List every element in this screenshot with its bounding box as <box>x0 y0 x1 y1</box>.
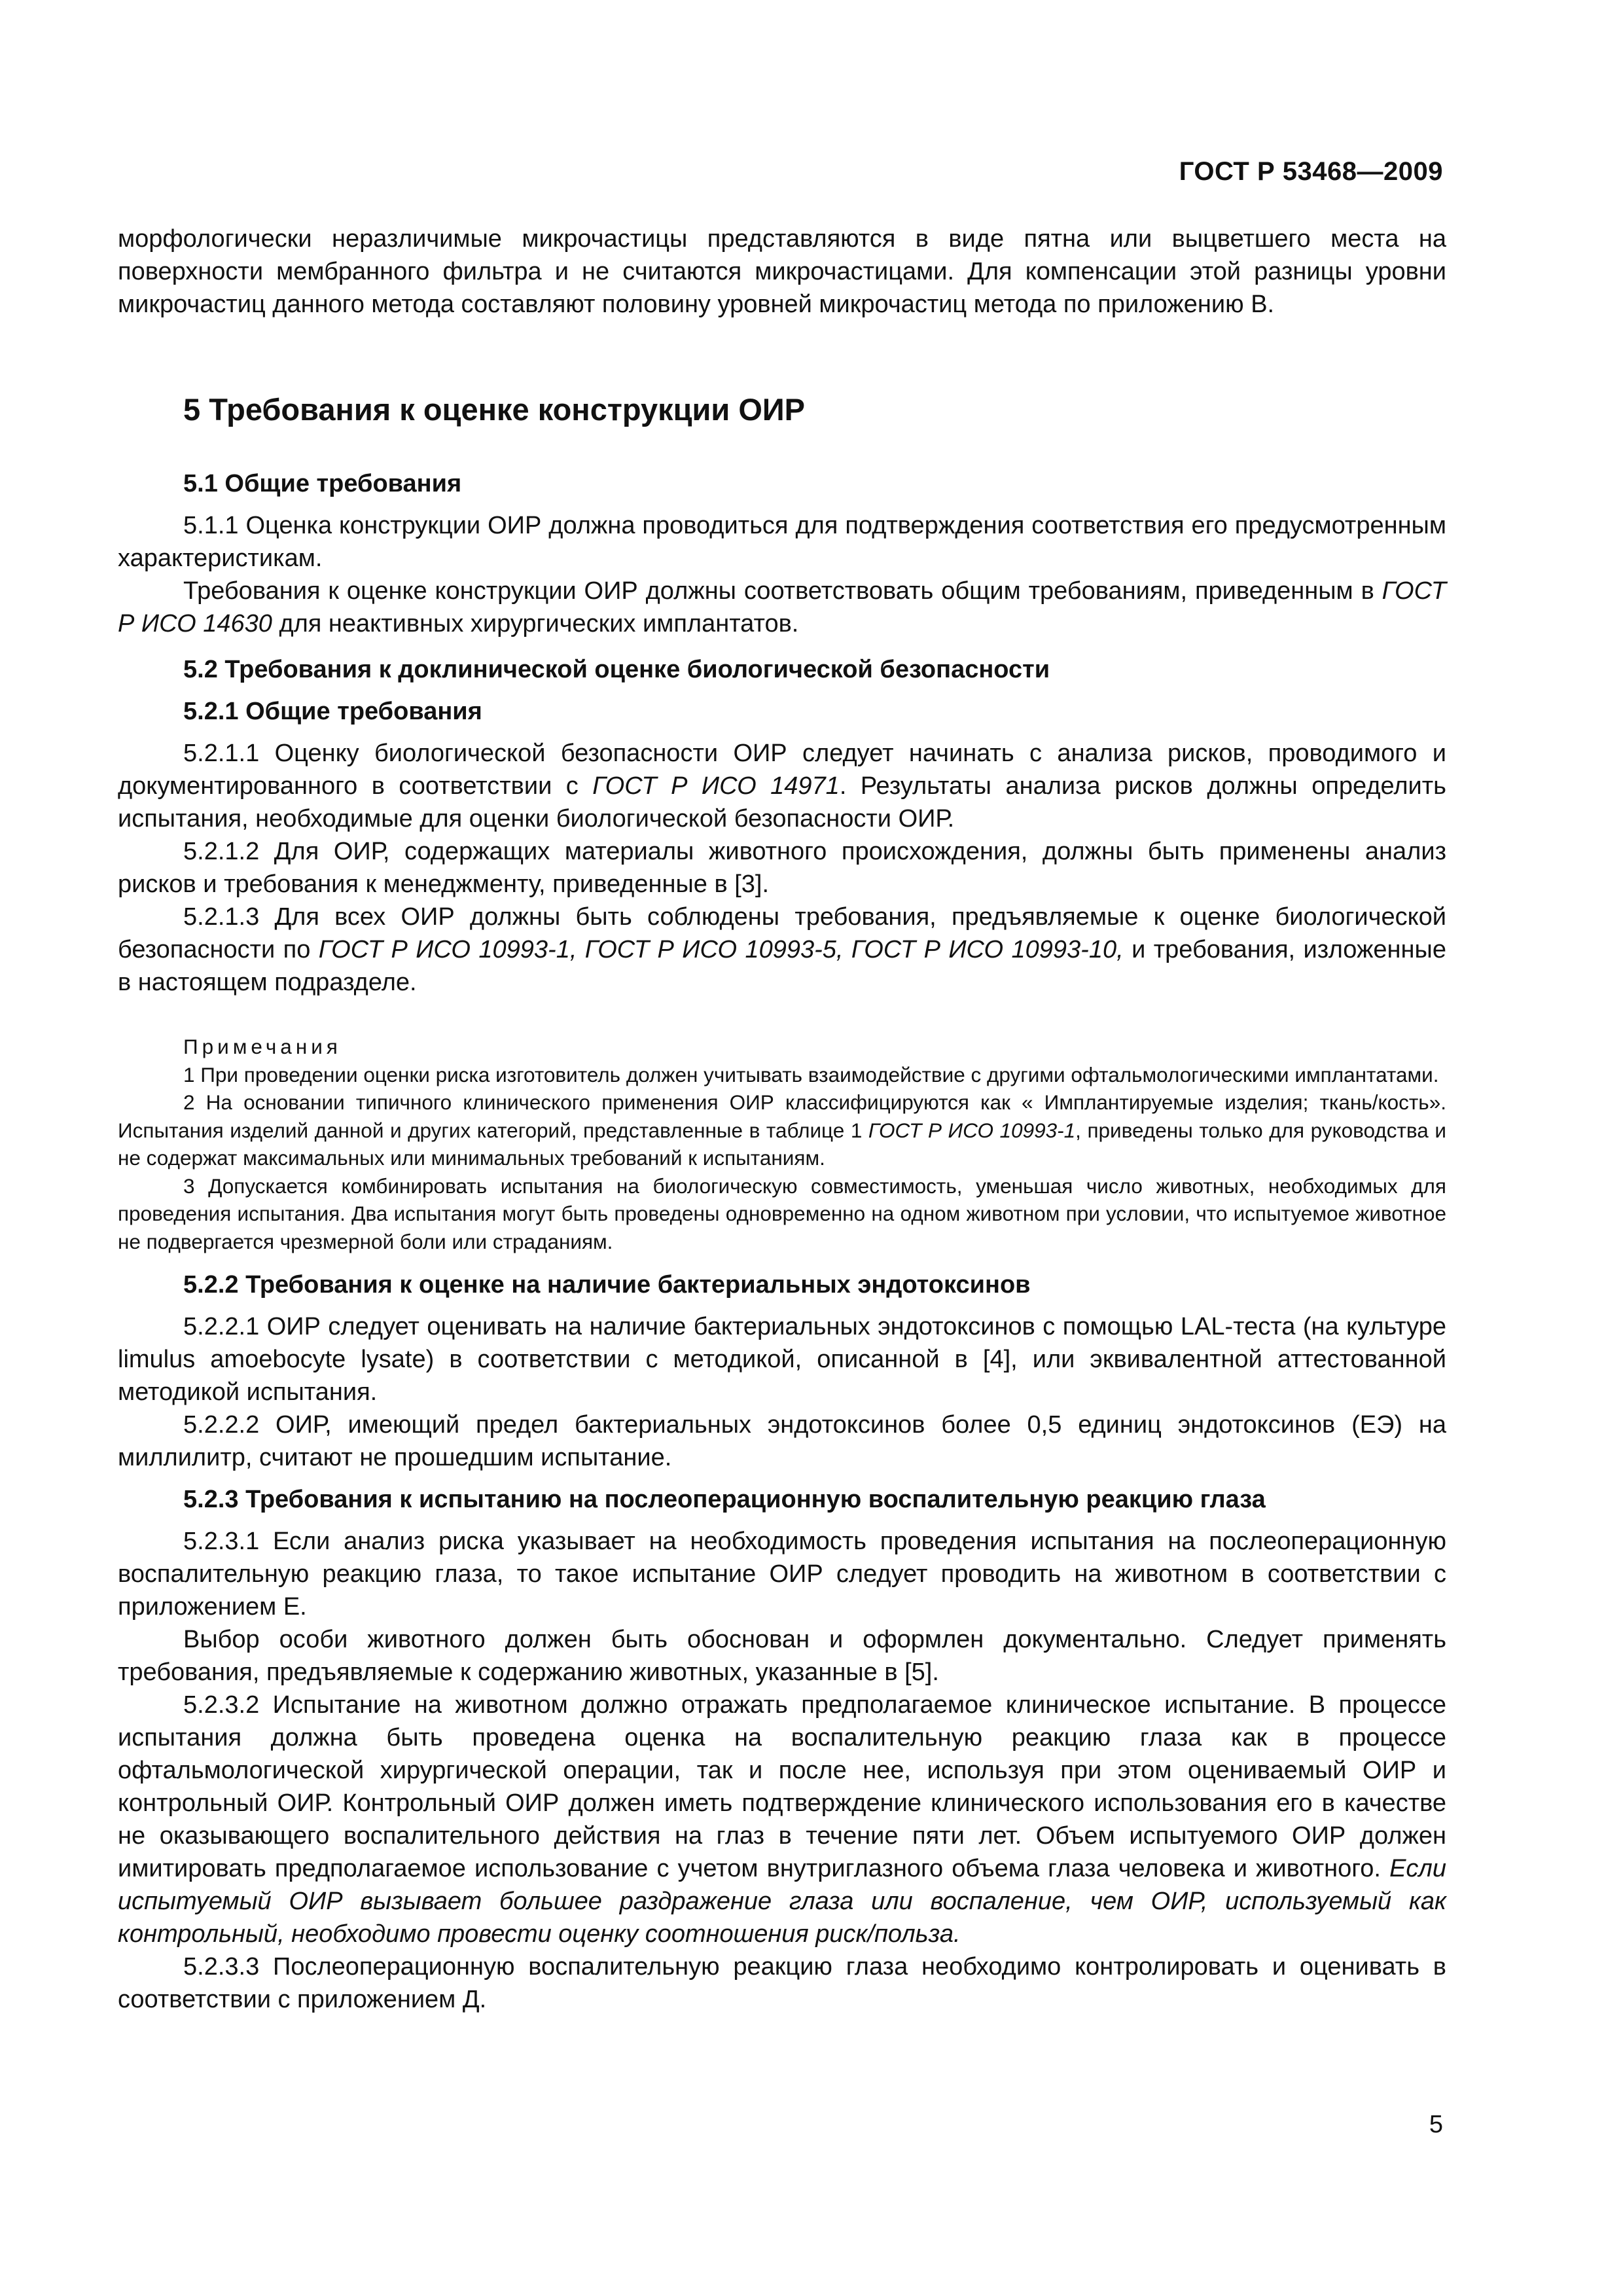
section-5-2-1-title: 5.2.1 Общие требования <box>183 698 482 725</box>
note-2: 2 На основании типичного клинического применения ОИР классифицируются как « Имплантируемые изделия; ткань/кость». Испытания изделий данной и других категорий, представленные в таблице 1 ГОСТ Р ИСО 10993-1, приведены только для руководства и не содержат максимальных или минимальных требований к испытаниям. <box>118 1090 1446 1170</box>
note-3: 3 Допускается комбинировать испытания на биологическую совместимость, уменьшая число животных, необходимых для проведения испытания. Два испытания могут быть проведены одновременно на одном животном при условии, что испытуемое животное не подвергается чрезмерной боли или страданиям. <box>118 1174 1446 1253</box>
paragraph-5-2-1-2: 5.2.1.2 Для ОИР, содержащих материалы животного происхождения, должны быть применены анализ рисков и требования к менеджменту, приведенные в [3]. <box>118 838 1446 898</box>
paragraph-5-1-1: 5.1.1 Оценка конструкции ОИР должна проводиться для подтверждения соответствия его предусмотренным характеристикам. <box>118 512 1446 572</box>
paragraph-5-2-3-2-italic: Если испытуемый ОИР вызывает большее раздражение глаза или воспаление, чем ОИР, используемый как контрольный, необходимо провести оценку соотношения риск/польза. <box>118 1855 1446 1948</box>
section-5-2-title: 5.2 Требования к доклинической оценке биологической безопасности <box>183 656 1050 683</box>
paragraph-5-2-3-1: 5.2.3.1 Если анализ риска указывает на необходимость проведения испытания на послеоперационную воспалительную реакцию глаза, то такое испытание ОИР следует проводить на животном в соответствии с приложением Е. <box>118 1528 1446 1621</box>
document-body <box>118 223 1446 2016</box>
section-5-2-3-title: 5.2.3 Требования к испытанию на послеоперационную воспалительную реакцию глаза <box>183 1486 1266 1513</box>
paragraph-5-1-2: Требования к оценке конструкции ОИР должны соответствовать общим требованиям, приведенным в ГОСТ Р ИСО 14630 для неактивных хирургических имплантатов. <box>118 577 1446 637</box>
paragraph-5-2-3-3: 5.2.3.3 Послеоперационную воспалительную реакцию глаза необходимо контролировать и оценивать в соответствии с приложением Д. <box>118 1953 1446 2013</box>
note-1: 1 При проведении оценки риска изготовитель должен учитывать взаимодействие с другими офтальмологическими имплантатами. <box>183 1062 1439 1086</box>
standard-ref-14630: ГОСТ Р ИСО 14630 <box>118 577 1446 637</box>
paragraph-5-2-1-1: 5.2.1.1 Оценку биологической безопасности ОИР следует начинать с анализа рисков, проводимого и документированного в соответствии с ГОСТ Р ИСО 14971. Результаты анализа рисков должны определить испытания, необходимые для оценки биологической безопасности ОИР. <box>118 740 1446 833</box>
section-5-title: 5 Требования к оценке конструкции ОИР <box>183 392 806 427</box>
intro-paragraph: морфологически неразличимые микрочастицы представляются в виде пятна или выцветшего места на поверхности мембранного фильтра и не считаются микрочастицами. Для компенсации этой разницы уровни микрочастиц данного метода составляют половину уровней микрочастиц метода по приложению В. <box>118 225 1446 318</box>
document-code: ГОСТ Р 53468—2009 <box>1179 157 1443 186</box>
paragraph-5-2-1-3: 5.2.1.3 Для всех ОИР должны быть соблюдены требования, предъявляемые к оценке биологической безопасности по ГОСТ Р ИСО 10993-1, ГОСТ Р ИСО 10993-5, ГОСТ Р ИСО 10993-10, и требования, изложенные в настоящем подразделе. <box>118 903 1446 996</box>
standard-refs-10993: ГОСТ Р ИСО 10993-1, ГОСТ Р ИСО 10993-5, ГОСТ Р ИСО 10993-10, <box>318 936 1124 963</box>
paragraph-5-2-3-1-b: Выбор особи животного должен быть обоснован и оформлен документально. Следует применять требования, предъявляемые к содержанию животных, указанные в [5]. <box>118 1626 1446 1686</box>
page-number: 5 <box>1429 2111 1443 2138</box>
paragraph-5-2-2-1: 5.2.2.1 ОИР следует оценивать на наличие бактериальных эндотоксинов с помощью LAL-теста (на культуре limulus amoebocyte lysate) в соответствии с методикой, описанной в [4], или эквивалентной аттестованной методикой испытания. <box>118 1313 1446 1406</box>
paragraph-5-2-2-2: 5.2.2.2 ОИР, имеющий предел бактериальных эндотоксинов более 0,5 единиц эндотоксинов (ЕЭ) на миллилитр, считают не прошедшим испытание. <box>118 1411 1446 1471</box>
standard-ref-10993-1: ГОСТ Р ИСО 10993-1 <box>868 1118 1076 1142</box>
standard-ref-14971: ГОСТ Р ИСО 14971 <box>592 772 840 800</box>
section-5-2-2-title: 5.2.2 Требования к оценке на наличие бактериальных эндотоксинов <box>183 1271 1031 1299</box>
notes-heading: Примечания <box>183 1035 342 1058</box>
section-5-1-title: 5.1 Общие требования <box>183 470 462 497</box>
paragraph-5-2-3-2: 5.2.3.2 Испытание на животном должно отражать предполагаемое клиническое испытание. В процессе испытания должна быть проведена оценка на воспалительную реакцию глаза как в процессе офтальмологической хирургической операции, так и после нее, используя при этом оцениваемый ОИР и контрольный ОИР. Контрольный ОИР должен иметь подтверждение клинического использования его в качестве не оказывающего воспалительного действия на глаз в течение пяти лет. Объем испытуемого ОИР должен имитировать предполагаемое использование с учетом внутриглазного объема глаза человека и животного. Если испытуемый ОИР вызывает большее раздражение глаза или воспаление, чем ОИР, используемый как контрольный, необходимо провести оценку соотношения риск/польза. <box>118 1691 1446 1948</box>
